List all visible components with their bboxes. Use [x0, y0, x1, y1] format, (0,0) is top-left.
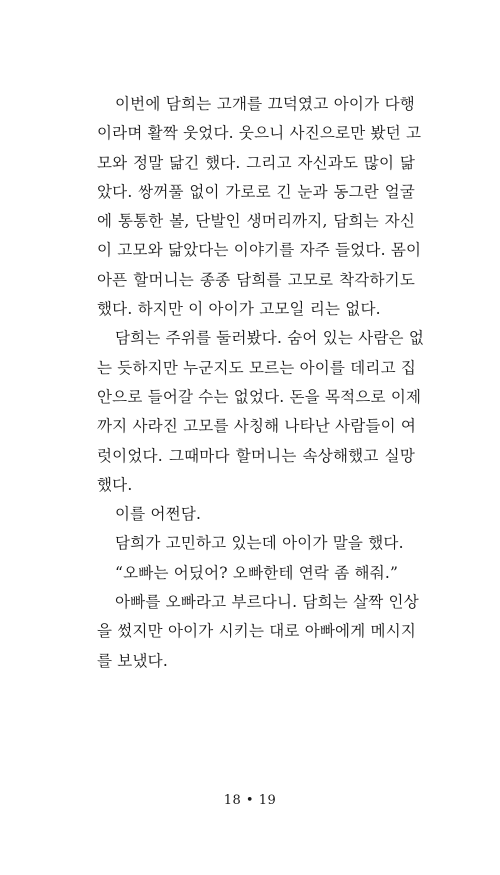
text-line: 담희가 고민하고 있는데 아이가 말을 했다. — [115, 534, 404, 553]
text-line: 아픈 할머니는 종종 담희를 고모로 착각하기도 — [97, 270, 415, 289]
text-line: 담희는 주위를 둘러봤다. 숨어 있는 사람은 없 — [115, 329, 425, 348]
page-number: 18 • 19 — [223, 793, 277, 808]
text-line: 모와 정말 닮긴 했다. 그리고 자신과도 많이 닮 — [97, 153, 415, 172]
text-line: 는 듯하지만 누군지도 모르는 아이를 데리고 집 — [97, 358, 417, 377]
text-line: 을 썼지만 아이가 시키는 대로 아빠에게 메시지 — [97, 622, 417, 641]
text-line: “오빠는 어딨어? 오빠한테 연락 좀 해줘.” — [115, 563, 399, 582]
text-line: 안으로 들어갈 수는 없었다. 돈을 목적으로 이제 — [97, 387, 422, 406]
text-line: 이를 어쩐담. — [115, 505, 202, 524]
text-line: 까지 사라진 고모를 사칭해 나타난 사람들이 여 — [97, 417, 417, 436]
text-line: 럿이었다. 그때마다 할머니는 속상해했고 실망 — [97, 446, 415, 465]
text-line: 했다. 하지만 이 아이가 고모일 리는 없다. — [97, 300, 381, 319]
text-line: 했다. — [97, 475, 133, 494]
text-line: 에 통통한 볼, 단발인 생머리까지, 담희는 자신 — [97, 212, 415, 231]
text-line: 았다. 쌍꺼풀 없이 가로로 긴 눈과 동그란 얼굴 — [97, 182, 415, 201]
text-line: 이 고모와 닮았다는 이야기를 자주 들었다. 몸이 — [97, 241, 422, 260]
text-line: 아빠를 오빠라고 부르다니. 담희는 살짝 인상 — [115, 593, 419, 612]
text-line: 를 보냈다. — [97, 651, 168, 670]
text-line: 이번에 담희는 고개를 끄덕였고 아이가 다행 — [115, 95, 415, 113]
text-line: 이라며 활짝 웃었다. 웃으니 사진으로만 봤던 고 — [97, 124, 422, 143]
body-text — [97, 90, 425, 676]
